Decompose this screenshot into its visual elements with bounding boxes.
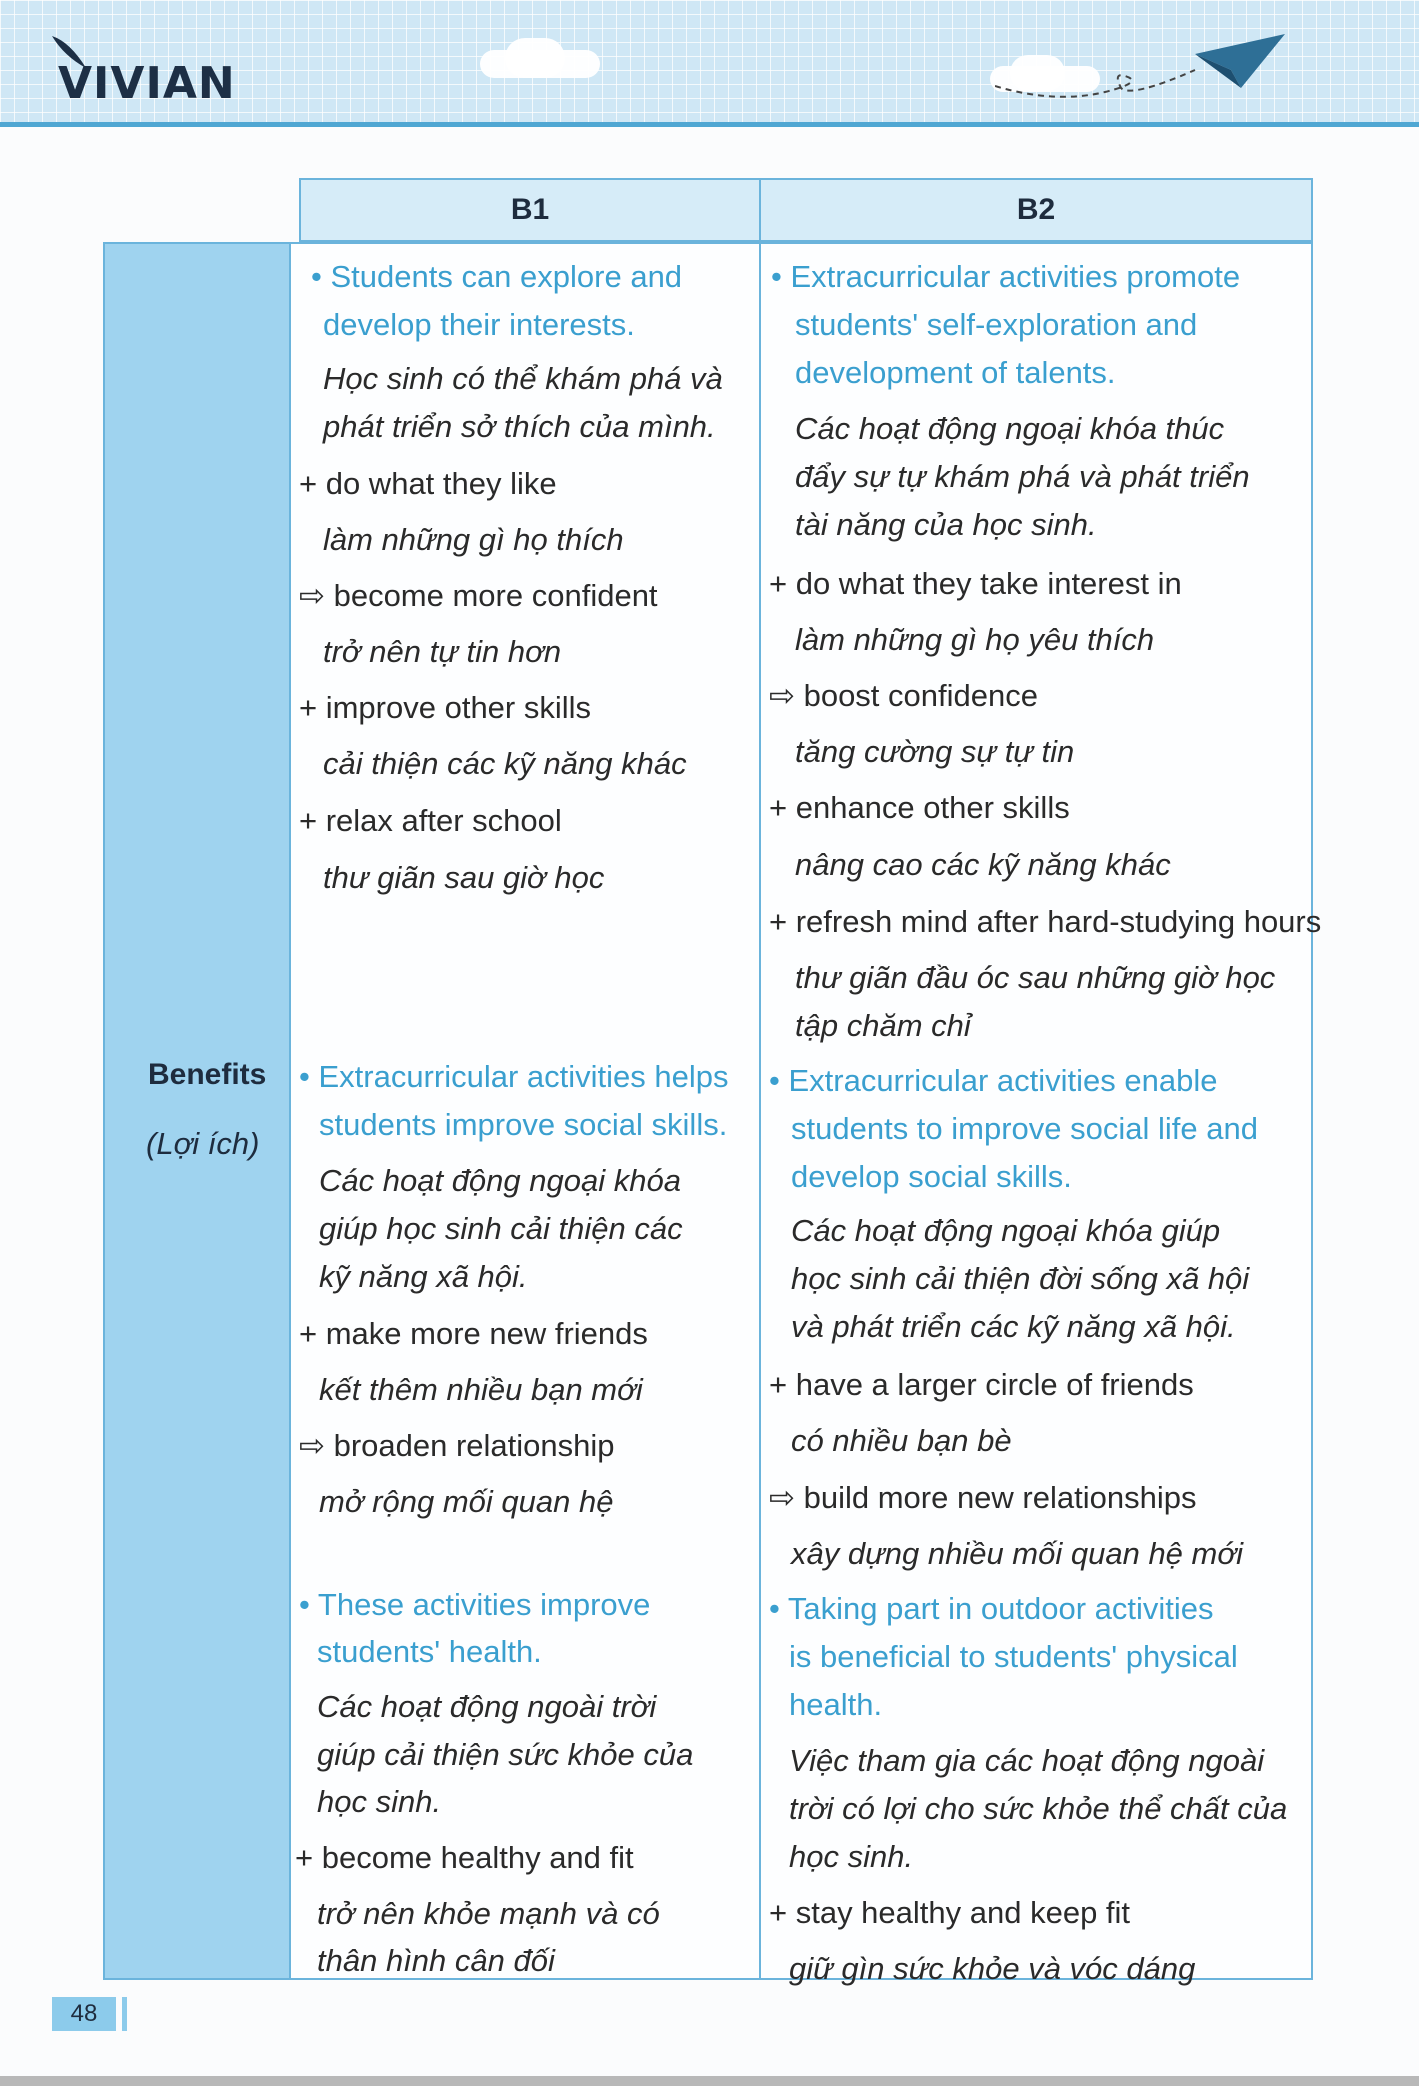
column-header-b2: B2 [759,178,1313,242]
b1-line: làm những gì họ thích [323,522,624,557]
b1-line: + do what they like [299,466,557,501]
b1-line: students' health. [317,1634,542,1669]
b2-line: nâng cao các kỹ năng khác [795,847,1171,882]
b1-line: trở nên khỏe mạnh và có [317,1896,660,1931]
b2-cell [759,242,1322,1986]
paper-plane-icon [995,26,1295,116]
b1-cell [289,242,761,1980]
b2-line: tập chăm chỉ [795,1008,971,1043]
row-label-cell [103,242,291,1980]
b2-line: • Taking part in outdoor activities [769,1591,1214,1626]
b2-line: + stay healthy and keep fit [769,1895,1131,1930]
b1-line: Các hoạt động ngoài trời [317,1689,657,1724]
page-number: 48 [52,1997,116,2031]
b2-line: is beneficial to students' physical [789,1639,1238,1674]
b1-line: kết thêm nhiều bạn mới [319,1372,643,1407]
page-header [0,0,1419,127]
b1-line: students improve social skills. [319,1107,728,1142]
b2-line: đẩy sự tự khám phá và phát triển [795,459,1250,494]
b2-line: xây dựng nhiều mối quan hệ mới [791,1536,1243,1571]
page-number-bar [122,1997,127,2031]
b2-line: + refresh mind after hard-studying hours [769,904,1322,939]
b2-line: development of talents. [795,355,1116,390]
b1-line: + become healthy and fit [295,1840,634,1875]
b2-line: students to improve social life and [791,1111,1258,1146]
b2-line: develop social skills. [791,1159,1072,1194]
b1-line: cải thiện các kỹ năng khác [323,746,687,781]
b1-line: + make more new friends [299,1316,648,1351]
b1-line: Học sinh có thể khám phá và [323,361,723,396]
b2-line: trời có lợi cho sức khỏe thể chất của [789,1791,1288,1826]
b2-line: + have a larger circle of friends [769,1367,1194,1402]
b1-line: kỹ năng xã hội. [319,1259,528,1294]
vivian-logo: VIVIAN [58,58,236,109]
b1-line: ⇨ become more confident [299,578,658,613]
row-label-vietnamese: (Lợi ích) [146,1126,260,1161]
b2-line: • Extracurricular activities promote [771,259,1241,294]
b2-line: students' self-exploration and [795,307,1198,342]
b2-line: giữ gìn sức khỏe và vóc dáng [789,1951,1196,1986]
b1-line: + improve other skills [299,690,592,725]
b2-line: ⇨ build more new relationships [769,1480,1197,1515]
b2-line: Các hoạt động ngoại khóa giúp [791,1213,1221,1248]
b1-line: trở nên tự tin hơn [323,634,562,669]
b2-line: và phát triển các kỹ năng xã hội. [791,1309,1236,1344]
b2-line: học sinh. [789,1839,914,1874]
b2-line: tài năng của học sinh. [795,507,1097,542]
b2-line: ⇨ boost confidence [769,678,1038,713]
b1-line: • These activities improve [299,1587,651,1622]
column-header-b1: B1 [299,178,761,242]
b1-line: • Extracurricular activities helps [299,1059,729,1094]
b1-line: develop their interests. [323,307,635,342]
page-edge [0,2076,1419,2086]
row-label: Benefits [148,1058,267,1091]
b1-line: giúp cải thiện sức khỏe của [317,1737,694,1772]
b2-line: + enhance other skills [769,790,1070,825]
b1-line: Các hoạt động ngoại khóa [319,1163,681,1198]
b2-line: health. [789,1687,883,1722]
b2-line: có nhiều bạn bè [791,1423,1012,1458]
b1-line: • Students can explore and [311,259,683,294]
b2-line: học sinh cải thiện đời sống xã hội [791,1261,1250,1296]
b1-line: thân hình cân đối [317,1943,555,1978]
b1-line: thư giãn sau giờ học [323,860,605,895]
b1-line: học sinh. [317,1784,442,1819]
b1-line: ⇨ broaden relationship [299,1428,615,1463]
b2-line: + do what they take interest in [769,566,1182,601]
b2-line: tăng cường sự tự tin [795,734,1075,769]
b1-line: + relax after school [299,803,562,838]
b2-line: • Extracurricular activities enable [769,1063,1218,1098]
b1-line: mở rộng mối quan hệ [319,1484,614,1519]
b2-line: thư giãn đầu óc sau những giờ học [795,960,1276,995]
b2-line: Việc tham gia các hoạt động ngoài [789,1743,1265,1778]
b2-line: làm những gì họ yêu thích [795,622,1155,657]
b2-line: Các hoạt động ngoại khóa thúc [795,411,1225,446]
b1-line: phát triển sở thích của mình. [323,409,716,444]
b1-line: giúp học sinh cải thiện các [319,1211,683,1246]
